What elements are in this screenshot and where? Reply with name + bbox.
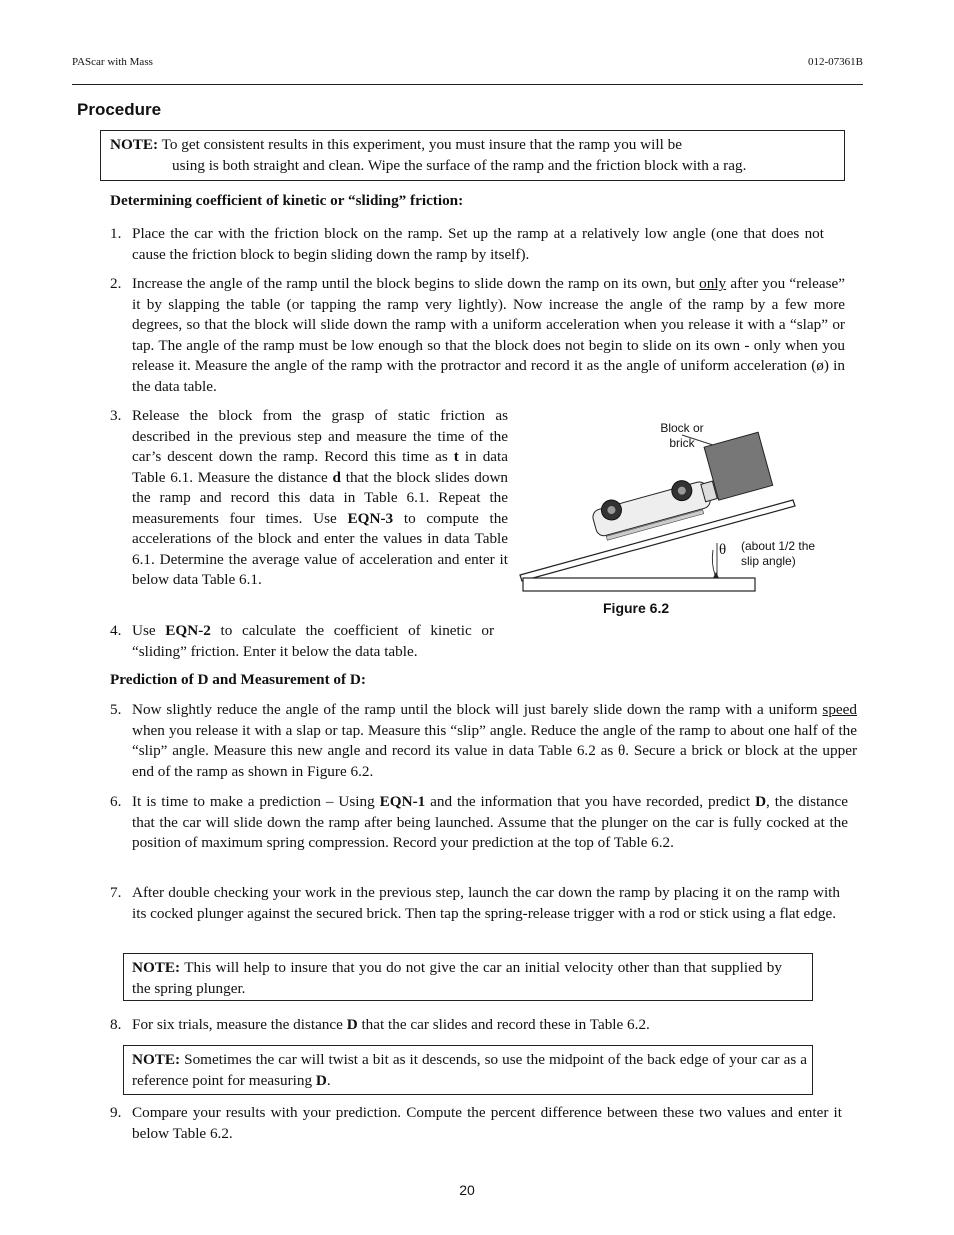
- step-8-text: [132, 1015, 832, 1036]
- step-3-var-d: d: [332, 468, 341, 486]
- step-4-number: 4.: [110, 622, 122, 639]
- step-6-var-D: D: [755, 793, 767, 810]
- note-1-text-1: To get consistent results in this experiment, you must insure that the ramp you will be: [161, 136, 682, 153]
- page-number: 20: [459, 1182, 475, 1198]
- step-5-text: [132, 700, 857, 782]
- step-9-number: 9.: [110, 1104, 122, 1121]
- step-1-text: Place the car with the friction block on the ramp. Set up the ramp at a relatively low angle (one that does not cause the friction block to begin sliding down the ramp by itself).: [132, 225, 824, 263]
- step-5-underlined: speed: [822, 701, 858, 718]
- note-box-3: [123, 1045, 813, 1095]
- note-3-var-D: D: [315, 1071, 327, 1089]
- note-1-line2: using is both straight and clean. Wipe the surface of the ramp and the friction block with a rag.: [172, 157, 747, 174]
- step-6-text-c: , the distance that the car will slide down the ramp after being launched. Assume that the plunger on the car is fully cocked at the position of maximum spring compression. Record your prediction at the top of Table 6.2.: [132, 793, 849, 851]
- block-label-line2: brick: [669, 436, 695, 450]
- angle-arc: [712, 550, 715, 575]
- theta-symbol: θ: [719, 542, 727, 558]
- block-label: [640, 421, 724, 451]
- step-6-eqn: EQN-1: [379, 793, 426, 810]
- step-8-var-D: D: [346, 1016, 358, 1033]
- step-3-text-e: to compute the accelerations of the block and enter the values in data Table 6.1. Determine the average value of acceleration and enter it below data Table 6.1.: [132, 509, 509, 588]
- note-3-text: [132, 1050, 807, 1091]
- step-2-text-a: Increase the angle of the ramp until the block begins to slide down the ramp on its own, but: [132, 275, 695, 292]
- figure-caption: Figure 6.2: [603, 600, 670, 616]
- step-8-number: 8.: [110, 1016, 122, 1033]
- base-plate: [523, 578, 755, 591]
- note-3-label: NOTE:: [132, 1051, 181, 1068]
- angle-label-line1: (about 1/2 the: [741, 539, 816, 553]
- note-3-period: .: [326, 1071, 331, 1089]
- subheading-prediction: Prediction of D and Measurement of D:: [110, 671, 366, 688]
- block-label-line1: Block or: [660, 421, 704, 435]
- step-3-text-c: that the block slides down the ramp and record this data in Table 6.1. Repeat the measurements four times. Use: [132, 468, 509, 527]
- note-2-text: [132, 958, 782, 999]
- step-2-text: [132, 274, 845, 397]
- step-4-text-b: to calculate the coefficient of kinetic or “sliding” friction. Enter it below the data table.: [132, 622, 495, 660]
- note-1-label: NOTE:: [110, 136, 159, 153]
- step-3-text-b: in data Table 6.1. Measure the distance: [132, 448, 509, 486]
- note-box-2: [123, 953, 813, 1001]
- angle-label: [741, 539, 815, 569]
- step-1-number: 1.: [110, 225, 122, 242]
- note-2-body: This will help to insure that you do not give the car an initial velocity other than that supplied by the spring plunger.: [132, 959, 782, 997]
- step-8-text-a: For six trials, measure the distance: [132, 1016, 343, 1033]
- angle-label-line2: slip angle): [741, 554, 796, 568]
- step-5-number: 5.: [110, 701, 122, 718]
- step-2-underlined: only: [699, 275, 727, 292]
- note-2-label: NOTE:: [132, 959, 181, 976]
- section-title: Procedure: [77, 100, 162, 119]
- note-1-line1: [110, 135, 835, 156]
- step-3-number: 3.: [110, 407, 122, 424]
- note-box-1: [100, 130, 845, 181]
- running-header-title: PAScar with Mass: [72, 56, 153, 68]
- step-2-text-b: after you “release” it by slapping the table (or tapping the ramp very lightly). Now increase the angle of the ramp by a few more degrees, so that the block will slide down the ramp with a uniform acceleration when you release it with a “slap” or tap. The angle of the ramp must be low enough so that the block does not begin to slide on its own - only when you release it. Measure the angle of the ramp with the protractor and record it as the angle of uniform acceleration (ø) in the data table.: [132, 275, 846, 395]
- step-8-text-b: that the car slides and record these in Table 6.2.: [361, 1016, 650, 1033]
- step-3-var-t: t: [453, 448, 459, 465]
- step-6-text: [132, 792, 848, 854]
- step-4-eqn: EQN-2: [165, 622, 211, 639]
- running-header-docnum: 012-07361B: [808, 56, 863, 68]
- step-4-text: [132, 621, 494, 662]
- step-3-eqn: EQN-3: [347, 509, 394, 527]
- step-3-text-a: Release the block from the grasp of static friction as described in the previous step and measure the time of the car’s descent down the ramp. Record this time as: [132, 407, 508, 465]
- step-2-number: 2.: [110, 275, 122, 292]
- step-4-text-a: Use: [132, 622, 156, 639]
- step-6-number: 6.: [110, 793, 122, 810]
- header-rule: [72, 84, 863, 85]
- step-3-text: [132, 406, 508, 591]
- step-7-text: After double checking your work in the previous step, launch the car down the ramp by placing it on the ramp with its cocked plunger against the secured brick. Then tap the spring-release trigger with a rod or stick using a flat edge.: [132, 884, 840, 922]
- step-6-text-b: and the information that you have recorded, predict: [430, 793, 751, 810]
- subheading-kinetic-friction: Determining coefficient of kinetic or “sliding” friction:: [110, 192, 464, 209]
- step-5-text-b: when you release it with a slap or tap. Measure this “slip” angle. Reduce the angle of the ramp to about one half of the “slip” angle. Measure this new angle and record its value in data Table 6.2 as θ. Secure a brick or block at the upper end of the ramp as shown in Figure 6.2.: [132, 721, 857, 780]
- step-7-number: 7.: [110, 884, 122, 901]
- step-6-text-a: It is time to make a prediction – Using: [132, 793, 375, 810]
- step-5-text-a: Now slightly reduce the angle of the ramp until the block will just barely slide down the ramp with a uniform: [132, 701, 818, 718]
- note-3-body: Sometimes the car will twist a bit as it descends, so use the midpoint of the back edge of your car as a reference point for measuring: [132, 1051, 808, 1089]
- step-9-text: Compare your results with your prediction. Compute the percent difference between these two values and enter it below Table 6.2.: [132, 1104, 842, 1142]
